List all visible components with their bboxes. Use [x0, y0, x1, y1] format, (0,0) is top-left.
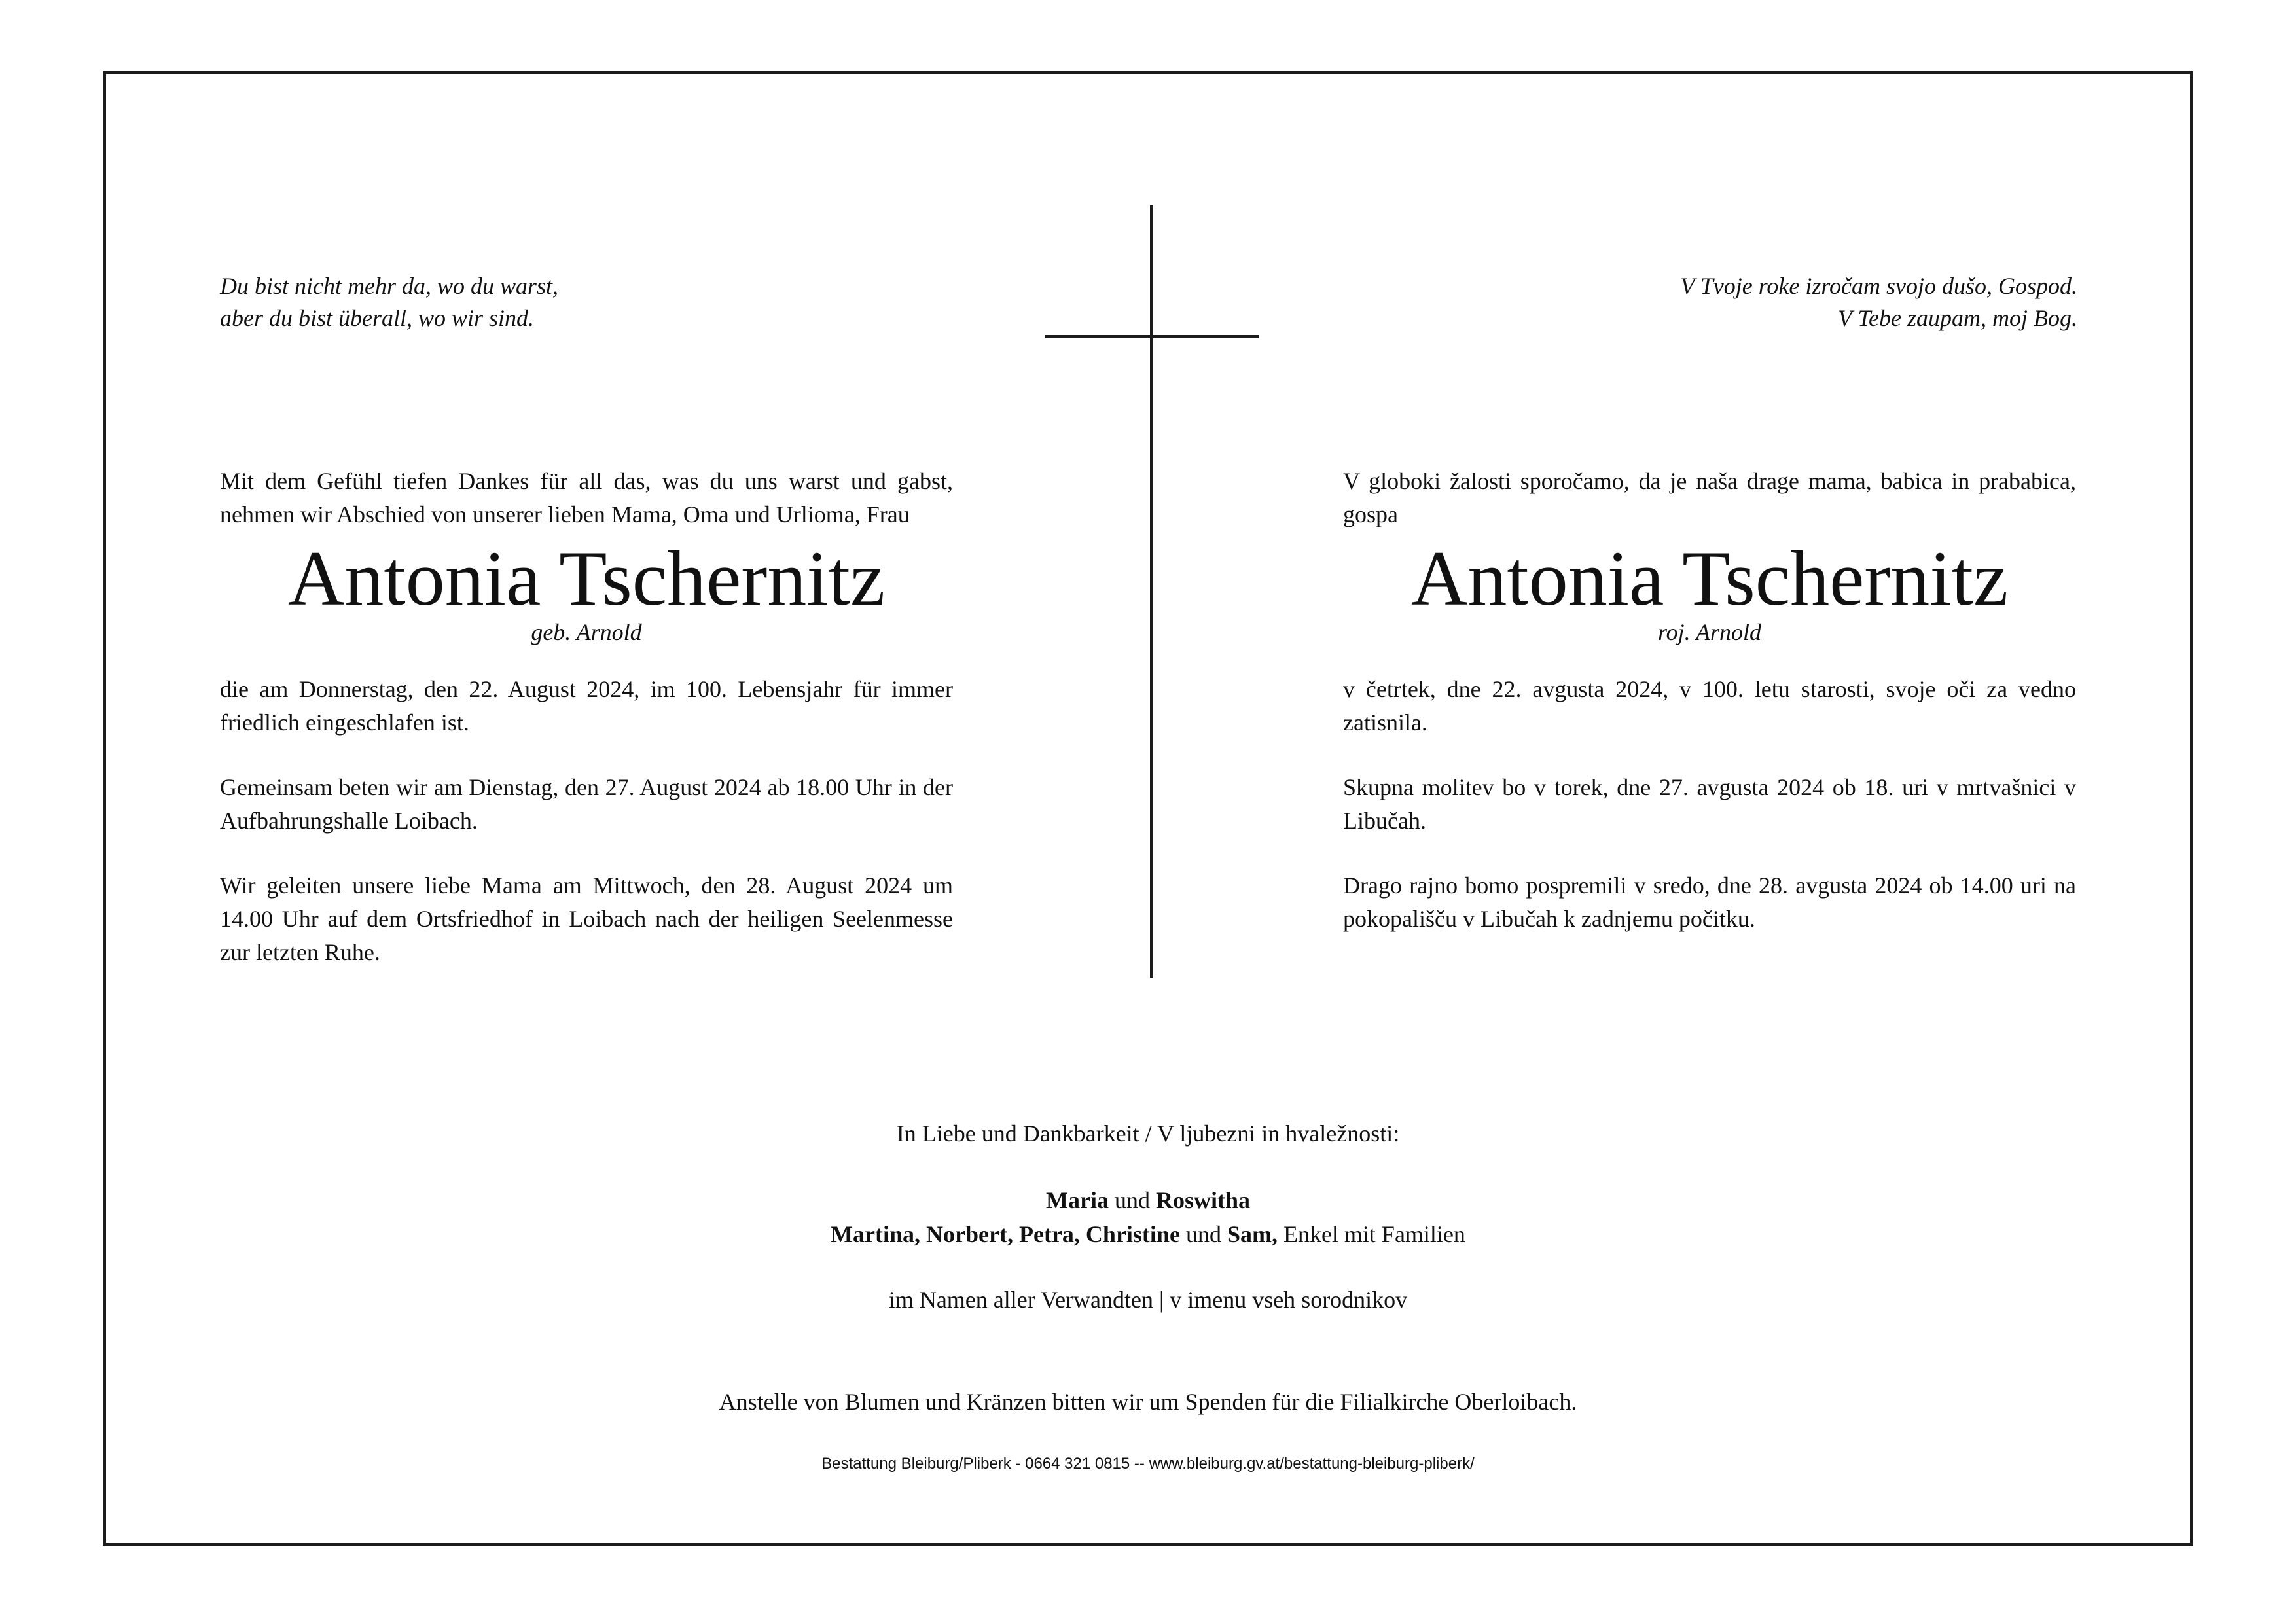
donation-request: Anstelle von Blumen und Kränzen bitten wir um Spenden für die Filialkirche Oberloibach.: [719, 1389, 1577, 1415]
slovene-intro: V globoki žalosti sporočamo, da je naša drage mama, babica in prababica, gospa: [1343, 468, 2076, 527]
cross-icon: [1150, 205, 1153, 978]
slovene-column: [1343, 465, 2076, 936]
slovene-quote-line-1: V Tvoje roke izročam svojo dušo, Gospod.: [1680, 273, 2077, 299]
german-prayer-info: Gemeinsam beten wir am Dienstag, den 27. August 2024 ab 18.00 Uhr in der Aufbahrungshalle Loibach.: [220, 774, 953, 834]
slovene-prayer-info: Skupna molitev bo v torek, dne 27. avgusta 2024 ob 18. uri v mrtvašnici v Libučah.: [1343, 774, 2076, 834]
grandchildren-suffix: Enkel mit Familien: [1277, 1221, 1465, 1247]
german-intro: Mit dem Gefühl tiefen Dankes für all das, was du uns warst und gabst, nehmen wir Abschied von unserer lieben Mama, Oma und Urlioma, Frau: [220, 468, 953, 527]
cross-icon-bar: [1045, 335, 1259, 338]
german-quote: [220, 270, 558, 334]
slovene-death-notice: v četrtek, dne 22. avgusta 2024, v 100. letu starosti, svoje oči za vedno zatisnila.: [1343, 676, 2076, 736]
slovene-quote-line-2: V Tebe zaupam, moj Bog.: [1837, 305, 2077, 331]
thanks-line: In Liebe und Dankbarkeit / V ljubezni in hvaležnosti:: [896, 1120, 1400, 1147]
funeral-home-footer: Bestattung Bleiburg/Pliberk - 0664 321 0815 -- www.bleiburg.gv.at/bestattung-bleiburg-pliberk/: [821, 1455, 1475, 1472]
daughter-name-1: Maria: [1046, 1187, 1109, 1213]
german-quote-line-1: Du bist nicht mehr da, wo du warst,: [220, 273, 559, 299]
family-names: [103, 1183, 2193, 1251]
german-funeral-info: Wir geleiten unsere liebe Mama am Mittwoch, den 28. August 2024 um 14.00 Uhr auf dem Ortsfriedhof in Loibach nach der heiligen Seelenmesse zur letzten Ruhe.: [220, 872, 953, 965]
maiden-name-german: geb. Arnold: [531, 619, 642, 645]
german-death-notice: die am Donnerstag, den 22. August 2024, im 100. Lebensjahr für immer friedlich eingeschlafen ist.: [220, 676, 953, 736]
german-column: [220, 465, 953, 969]
grandchildren-line: [103, 1217, 2193, 1251]
deceased-name-slovene: Antonia Tschernitz: [1410, 535, 2009, 622]
conjunction-1: und: [1108, 1187, 1156, 1213]
deceased-name-german: Antonia Tschernitz: [287, 535, 886, 622]
grandchildren-names: Martina, Norbert, Petra, Christine: [831, 1221, 1180, 1247]
daughter-name-2: Roswitha: [1155, 1187, 1250, 1213]
maiden-name-slovene: roj. Arnold: [1657, 619, 1762, 645]
german-quote-line-2: aber du bist überall, wo wir sind.: [220, 305, 535, 331]
slovene-funeral-info: Drago rajno bomo pospremili v sredo, dne 28. avgusta 2024 ob 14.00 uri na pokopališču v Libučah k zadnjemu počitku.: [1343, 872, 2076, 932]
conjunction-2: und: [1179, 1221, 1227, 1247]
relatives-line: im Namen aller Verwandten | v imenu vseh sorodnikov: [888, 1287, 1408, 1313]
slovene-quote: [1680, 270, 2077, 334]
grandchild-last-name: Sam,: [1227, 1221, 1278, 1247]
children-line: [103, 1183, 2193, 1217]
